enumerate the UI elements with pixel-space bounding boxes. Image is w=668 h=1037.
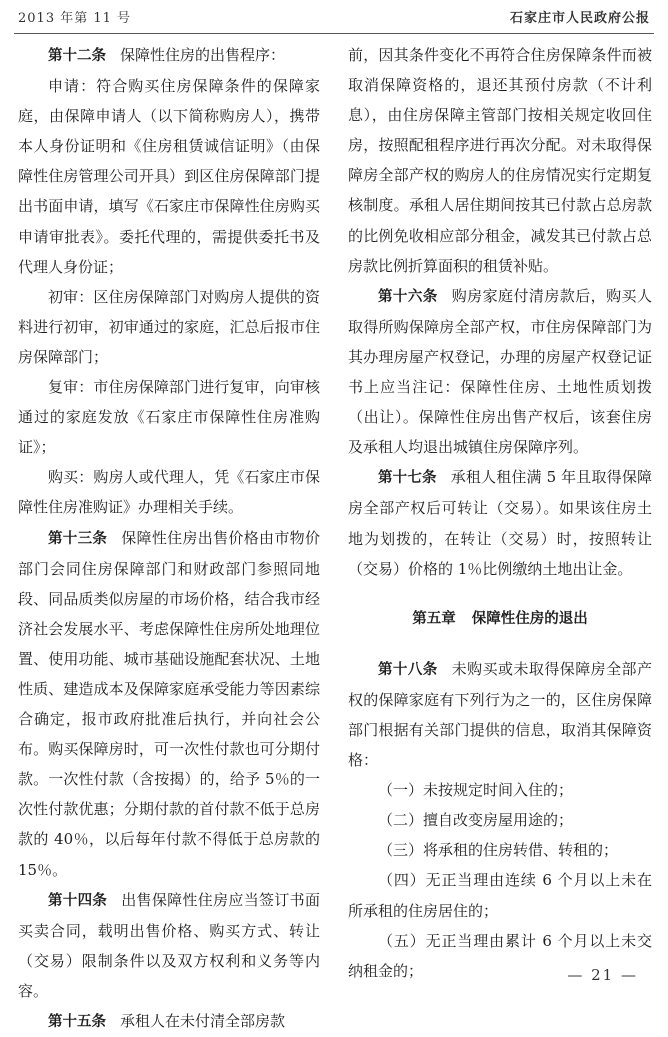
article-number: 第十六条 [378,288,438,305]
header-divider [14,33,654,34]
article-text: 出售保障性住房应当签订书面买卖合同，载明出售价格、购买方式、转让（交易）限制条件以及双方权利和义务等内容。 [18,890,320,1000]
article-paragraph [348,462,652,583]
article-number: 第十三条 [48,530,108,547]
article-paragraph [348,654,652,775]
article-paragraph [18,40,320,71]
chapter-label: 第五章 [412,610,456,627]
body-paragraph: （一）未按规定时间入住的； [378,781,574,800]
continued-paragraph: 前，因其条件变化不再符合住房保障条件而被取消保障资格的，退还其预付房款（不计利息），由住房保障主管部门按相关规定收回住房，按照配租程序进行再次分配。对未取得保障房全部产权的购房人的住房情况实行定期复核制度。承租人居住期间按其已付款占总房款的比例免收相应部分租金，减发其已付款占总房款比例折算面积的租赁补贴。 [348,46,652,275]
article-text: 承租人在未付清全部房款 [120,1012,286,1030]
article-paragraph [18,1006,320,1037]
article-text: 保障性住房出售价格由市物价部门会同住房保障部门和财政部门参照同地段、同品质类似房屋的市场价格，结合我市经济社会发展水平、考虑保障性住房所处地理位置、使用功能、城市基础设施配套状况、土地性质、建造成本及保障家庭承受能力等因素综合确定，报市政府批准后执行，并向社会公布。购买保障房时，可一次性付款也可分期付款。一次性付款（含按揭）的，给予 5％的一次性付款优惠；分期付款的首付款不低于总房款的 40％，以后每年付款不得低于总房款的 15％。 [18,528,320,879]
page-number: — 21 — [567,966,638,984]
article-number: 第十二条 [48,48,106,64]
publication-title: 石家庄市人民政府公报 [509,11,650,26]
article-paragraph [348,281,652,463]
article-paragraph [18,523,320,885]
body-paragraph: 申请：符合购买住房保障条件的保障家庭，由保障申请人（以下简称购房人），携带本人身份证明和《住房租赁诚信证明》（由保障性住房管理公司开具）到区住房保障部门提出书面申请，填写《石家庄市保障性住房购买申请审批表》。委托代理的，需提供委托书及代理人身份证； [18,77,320,276]
body-paragraph: （五）无正当理由累计 6 个月以上未交纳租金的； [348,931,652,980]
article-text: 保障性住房的出售程序： [120,46,286,64]
left-column [18,40,320,1037]
article-number: 第十八条 [378,661,438,678]
chapter-title: 保障性住房的退出 [471,610,588,627]
right-column [348,40,652,986]
chapter-heading [348,604,652,634]
article-number: 第十七条 [378,470,437,487]
body-paragraph: （三）将承租的住房转借、转租的； [378,841,619,860]
article-number: 第十五条 [48,1014,106,1030]
body-paragraph: 复审：市住房保障部门进行复审，向审核通过的家庭发放《石家庄市保障性住房准购证》； [18,378,320,457]
article-text: 购房家庭付清房款后，购买人取得所购保障房全部产权，市住房保障部门为其办理房屋产权登记，办理的房屋产权登记证书上应当注记：保障性住房、土地性质划拨（出让）。保障性住房出售产权后，该套住房及承租人均退出城镇住房保障序列。 [348,286,652,457]
article-text: 承租人租住满 5 年且取得保障房全部产权后可转让（交易）。如果该住房土地为划拨的，在转让（交易）时，按照转让（交易）价格的 1％比例缴纳土地出让金。 [348,468,652,578]
body-paragraph: （二）擅自改变房屋用途的； [378,811,574,830]
body-paragraph: 初审：区住房保障部门对购房人提供的资料进行初审，初审通过的家庭，汇总后报市住房保障部门； [18,287,320,366]
article-paragraph [18,885,320,1006]
body-paragraph: 购买：购房人或代理人，凭《石家庄市保障性住房准购证》办理相关手续。 [18,468,320,517]
running-header [18,6,650,32]
issue-label: 2013 年第 11 号 [18,11,132,26]
article-text: 未购买或未取得保障房全部产权的保障家庭有下列行为之一的，区住房保障部门根据有关部门提供的信息，取消其保障资格： [348,659,652,770]
article-number: 第十四条 [48,892,108,909]
body-paragraph: （四）无正当理由连续 6 个月以上未在所承租的住房居住的； [348,871,652,920]
